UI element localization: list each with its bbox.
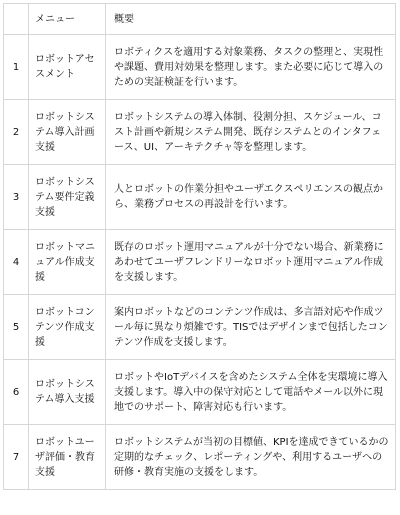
row-menu: ロボットマニュアル作成支援: [29, 230, 106, 295]
header-overview: 概要: [106, 4, 396, 35]
row-number: 4: [4, 230, 29, 295]
row-description: ロボットシステムの導入体制、役割分担、スケジュール、コスト計画や新規システム開発、既存システムとのインタフェース、UI、アーキテクチャ等を整理します。: [106, 100, 396, 165]
table-header-row: [4, 4, 396, 35]
row-number: 3: [4, 165, 29, 230]
table-row: [4, 35, 396, 100]
row-number: 2: [4, 100, 29, 165]
row-description: 案内ロボットなどのコンテンツ作成は、多言語対応や作成ツール毎に異なり煩雑です。TISではデザインまで包括したコンテンツ作成を支援します。: [106, 295, 396, 360]
row-description: ロボットやIoTデバイスを含めたシステム全体を実環境に導入支援します。導入中の保守対応として電話やメール以外に現地でのサポート、障害対応も行います。: [106, 360, 396, 425]
header-menu: メニュー: [29, 4, 106, 35]
table-row: [4, 100, 396, 165]
table-row: [4, 425, 396, 490]
service-menu-table: [3, 3, 396, 490]
row-menu: ロボットシステム導入支援: [29, 360, 106, 425]
row-menu: ロボットコンテンツ作成支援: [29, 295, 106, 360]
table-row: [4, 360, 396, 425]
row-menu: ロボットシステム導入計画支援: [29, 100, 106, 165]
row-number: 7: [4, 425, 29, 490]
menu-table-container: [3, 3, 396, 490]
row-menu: ロボットアセスメント: [29, 35, 106, 100]
row-number: 6: [4, 360, 29, 425]
row-description: ロボティクスを適用する対象業務、タスクの整理と、実現性や課題、費用対効果を整理します。また必要に応じて導入のための実証検証を行います。: [106, 35, 396, 100]
row-description: ロボットシステムが当初の目標値、KPIを達成できているかの定期的なチェック、レポーティングや、利用するユーザへの研修・教育実施の支援をします。: [106, 425, 396, 490]
row-menu: ロボットユーザ評価・教育支援: [29, 425, 106, 490]
row-menu: ロボットシステム要件定義支援: [29, 165, 106, 230]
table-row: [4, 295, 396, 360]
row-number: 5: [4, 295, 29, 360]
header-number: [4, 4, 29, 35]
row-description: 既存のロボット運用マニュアルが十分でない場合、新業務にあわせてユーザフレンドリーなロボット運用マニュアル作成を支援します。: [106, 230, 396, 295]
row-number: 1: [4, 35, 29, 100]
table-row: [4, 230, 396, 295]
table-row: [4, 165, 396, 230]
row-description: 人とロボットの作業分担やユーザエクスペリエンスの観点から、業務プロセスの再設計を行います。: [106, 165, 396, 230]
